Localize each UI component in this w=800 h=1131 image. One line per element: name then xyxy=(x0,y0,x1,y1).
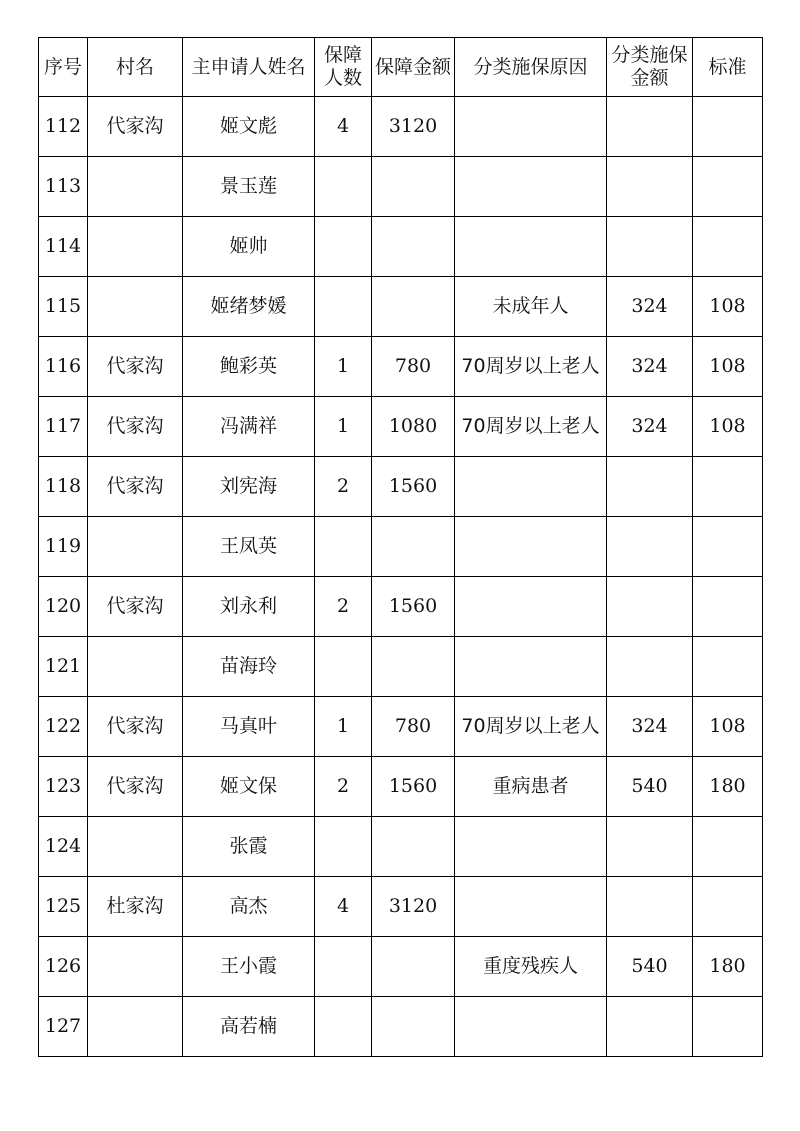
cell-people: 4 xyxy=(315,877,372,937)
roster-table xyxy=(38,37,763,1057)
cell-seq: 125 xyxy=(39,877,88,937)
cell-people: 4 xyxy=(315,97,372,157)
cell-reason xyxy=(455,217,607,277)
cell-amount xyxy=(372,217,455,277)
cell-standard: 108 xyxy=(693,697,763,757)
table-row xyxy=(39,277,763,337)
cell-people xyxy=(315,517,372,577)
cell-village xyxy=(88,997,183,1057)
cell-people xyxy=(315,997,372,1057)
cell-amount xyxy=(372,277,455,337)
cell-village xyxy=(88,817,183,877)
cell-seq: 112 xyxy=(39,97,88,157)
cell-people xyxy=(315,937,372,997)
header-applicant: 主申请人姓名 xyxy=(183,38,315,97)
table-row xyxy=(39,697,763,757)
cell-people xyxy=(315,817,372,877)
cell-village: 代家沟 xyxy=(88,577,183,637)
cell-class-amount xyxy=(607,457,693,517)
cell-people xyxy=(315,217,372,277)
cell-amount: 1560 xyxy=(372,457,455,517)
cell-applicant: 苗海玲 xyxy=(183,637,315,697)
cell-amount: 780 xyxy=(372,697,455,757)
table-row xyxy=(39,877,763,937)
cell-reason: 重度残疾人 xyxy=(455,937,607,997)
cell-people: 2 xyxy=(315,757,372,817)
cell-seq: 120 xyxy=(39,577,88,637)
cell-people: 1 xyxy=(315,337,372,397)
cell-class-amount xyxy=(607,637,693,697)
cell-village: 代家沟 xyxy=(88,457,183,517)
cell-reason xyxy=(455,457,607,517)
cell-amount: 1560 xyxy=(372,577,455,637)
cell-seq: 116 xyxy=(39,337,88,397)
cell-applicant: 姬文保 xyxy=(183,757,315,817)
table-row xyxy=(39,937,763,997)
cell-village: 代家沟 xyxy=(88,337,183,397)
header-row xyxy=(39,38,763,97)
cell-village xyxy=(88,937,183,997)
cell-standard: 108 xyxy=(693,397,763,457)
cell-class-amount xyxy=(607,577,693,637)
table-row xyxy=(39,337,763,397)
table-row xyxy=(39,97,763,157)
cell-class-amount: 324 xyxy=(607,697,693,757)
cell-seq: 123 xyxy=(39,757,88,817)
cell-standard xyxy=(693,817,763,877)
cell-applicant: 张霞 xyxy=(183,817,315,877)
cell-applicant: 景玉莲 xyxy=(183,157,315,217)
cell-applicant: 王凤英 xyxy=(183,517,315,577)
cell-reason xyxy=(455,637,607,697)
cell-standard xyxy=(693,577,763,637)
cell-class-amount: 324 xyxy=(607,337,693,397)
cell-people: 1 xyxy=(315,697,372,757)
cell-amount xyxy=(372,637,455,697)
cell-standard: 180 xyxy=(693,937,763,997)
cell-class-amount xyxy=(607,997,693,1057)
table-row xyxy=(39,757,763,817)
cell-seq: 118 xyxy=(39,457,88,517)
cell-village: 代家沟 xyxy=(88,757,183,817)
cell-people: 2 xyxy=(315,577,372,637)
cell-standard xyxy=(693,217,763,277)
cell-class-amount xyxy=(607,97,693,157)
cell-reason xyxy=(455,97,607,157)
cell-seq: 122 xyxy=(39,697,88,757)
table-row xyxy=(39,397,763,457)
header-seq: 序号 xyxy=(39,38,88,97)
cell-reason xyxy=(455,157,607,217)
cell-applicant: 鲍彩英 xyxy=(183,337,315,397)
cell-village: 代家沟 xyxy=(88,697,183,757)
cell-reason xyxy=(455,517,607,577)
cell-standard xyxy=(693,637,763,697)
header-village: 村名 xyxy=(88,38,183,97)
cell-applicant: 姬文彪 xyxy=(183,97,315,157)
cell-reason xyxy=(455,877,607,937)
cell-applicant: 姬绪梦媛 xyxy=(183,277,315,337)
cell-class-amount xyxy=(607,517,693,577)
cell-village xyxy=(88,157,183,217)
cell-seq: 127 xyxy=(39,997,88,1057)
cell-applicant: 王小霞 xyxy=(183,937,315,997)
cell-reason xyxy=(455,997,607,1057)
cell-people: 1 xyxy=(315,397,372,457)
cell-amount: 780 xyxy=(372,337,455,397)
cell-seq: 117 xyxy=(39,397,88,457)
cell-village xyxy=(88,277,183,337)
table-row xyxy=(39,217,763,277)
cell-class-amount xyxy=(607,817,693,877)
cell-village: 代家沟 xyxy=(88,97,183,157)
cell-class-amount: 324 xyxy=(607,397,693,457)
cell-people xyxy=(315,277,372,337)
cell-village xyxy=(88,517,183,577)
table-row xyxy=(39,817,763,877)
cell-reason: 未成年人 xyxy=(455,277,607,337)
cell-amount xyxy=(372,157,455,217)
cell-seq: 121 xyxy=(39,637,88,697)
cell-class-amount: 540 xyxy=(607,937,693,997)
cell-applicant: 冯满祥 xyxy=(183,397,315,457)
header-reason: 分类施保原因 xyxy=(455,38,607,97)
cell-people xyxy=(315,637,372,697)
header-people: 保障人数 xyxy=(315,38,372,97)
cell-standard xyxy=(693,97,763,157)
cell-standard: 180 xyxy=(693,757,763,817)
cell-class-amount xyxy=(607,877,693,937)
cell-village: 杜家沟 xyxy=(88,877,183,937)
cell-amount xyxy=(372,517,455,577)
header-class-amount: 分类施保金额 xyxy=(607,38,693,97)
cell-class-amount xyxy=(607,157,693,217)
cell-standard: 108 xyxy=(693,277,763,337)
table-row xyxy=(39,157,763,217)
cell-applicant: 姬帅 xyxy=(183,217,315,277)
cell-reason: 70周岁以上老人 xyxy=(455,337,607,397)
cell-amount xyxy=(372,997,455,1057)
cell-amount: 1560 xyxy=(372,757,455,817)
table-row xyxy=(39,637,763,697)
cell-people xyxy=(315,157,372,217)
cell-seq: 119 xyxy=(39,517,88,577)
cell-applicant: 高杰 xyxy=(183,877,315,937)
table-row xyxy=(39,997,763,1057)
cell-applicant: 刘宪海 xyxy=(183,457,315,517)
table-row xyxy=(39,517,763,577)
cell-standard xyxy=(693,517,763,577)
cell-amount: 1080 xyxy=(372,397,455,457)
cell-reason: 70周岁以上老人 xyxy=(455,397,607,457)
table-row xyxy=(39,577,763,637)
cell-reason xyxy=(455,817,607,877)
cell-village xyxy=(88,217,183,277)
cell-amount xyxy=(372,817,455,877)
cell-amount: 3120 xyxy=(372,877,455,937)
cell-standard: 108 xyxy=(693,337,763,397)
cell-class-amount: 540 xyxy=(607,757,693,817)
cell-seq: 126 xyxy=(39,937,88,997)
cell-class-amount: 324 xyxy=(607,277,693,337)
cell-village: 代家沟 xyxy=(88,397,183,457)
table-row xyxy=(39,457,763,517)
cell-standard xyxy=(693,157,763,217)
cell-amount xyxy=(372,937,455,997)
cell-reason: 重病患者 xyxy=(455,757,607,817)
cell-reason xyxy=(455,577,607,637)
cell-village xyxy=(88,637,183,697)
cell-reason: 70周岁以上老人 xyxy=(455,697,607,757)
cell-applicant: 高若楠 xyxy=(183,997,315,1057)
cell-applicant: 马真叶 xyxy=(183,697,315,757)
cell-seq: 115 xyxy=(39,277,88,337)
cell-standard xyxy=(693,457,763,517)
cell-seq: 124 xyxy=(39,817,88,877)
cell-applicant: 刘永利 xyxy=(183,577,315,637)
roster-body xyxy=(39,97,763,1057)
cell-seq: 113 xyxy=(39,157,88,217)
cell-amount: 3120 xyxy=(372,97,455,157)
header-amount: 保障金额 xyxy=(372,38,455,97)
cell-people: 2 xyxy=(315,457,372,517)
cell-seq: 114 xyxy=(39,217,88,277)
cell-class-amount xyxy=(607,217,693,277)
header-standard: 标准 xyxy=(693,38,763,97)
cell-standard xyxy=(693,997,763,1057)
cell-standard xyxy=(693,877,763,937)
